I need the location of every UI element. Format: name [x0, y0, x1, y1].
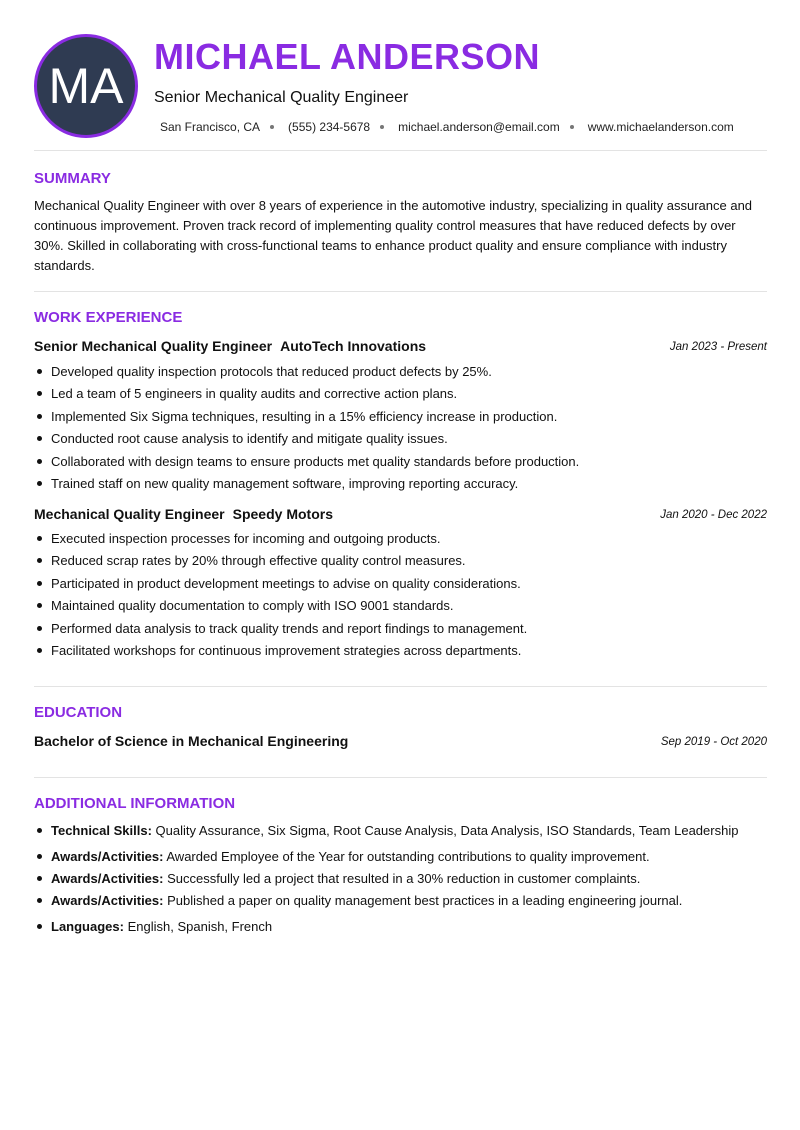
- contact-location: San Francisco, CA: [160, 120, 261, 134]
- divider: [34, 291, 767, 292]
- job-title-2: [34, 506, 333, 522]
- education-dates: Sep 2019 - Oct 2020: [660, 736, 767, 748]
- job-company: AutoTech Innovations: [280, 338, 427, 354]
- list-item: Collaborated with design teams to ensure products met quality standards before production.: [34, 452, 768, 474]
- item-label: Awards/Activities:: [51, 849, 164, 864]
- list-item: Participated in product development meetings to advise on quality considerations.: [34, 574, 768, 596]
- item-text: Awarded Employee of the Year for outstanding contributions to quality improvement.: [166, 849, 650, 864]
- divider: [34, 150, 767, 151]
- contact-line: [160, 120, 734, 134]
- item-label: Technical Skills:: [51, 823, 152, 838]
- avatar: [34, 34, 138, 138]
- item-text: Quality Assurance, Six Sigma, Root Cause Analysis, Data Analysis, ISO Standards, Team Leadership: [155, 823, 739, 838]
- separator-dot: [380, 125, 384, 129]
- job-2-bullets: [34, 529, 768, 663]
- item-text: Successfully led a project that resulted in a 30% reduction in customer complaints.: [167, 871, 641, 886]
- item-text: Published a paper on quality management best practices in a leading engineering journal.: [167, 893, 683, 908]
- job-title-1: [34, 338, 426, 354]
- candidate-name: MICHAEL ANDERSON: [154, 36, 541, 77]
- contact-phone: (555) 234-5678: [288, 120, 371, 134]
- additional-info-heading: ADDITIONAL INFORMATION: [34, 795, 236, 812]
- list-item: Reduced scrap rates by 20% through effective quality control measures.: [34, 551, 768, 573]
- list-item: Conducted root cause analysis to identify and mitigate quality issues.: [34, 429, 768, 451]
- summary-text: Mechanical Quality Engineer with over 8 years of experience in the automotive industry, specializing in quality assurance and continuous improvement. Proven track record of implementing quality control measures that have reduced defects by over 30%. Skilled in collaborating with cross-functional teams to enhance product quality and ensure compliance with industry standards.: [34, 198, 753, 273]
- item-label: Awards/Activities:: [51, 871, 164, 886]
- job-dates-1: Jan 2023 - Present: [669, 341, 767, 353]
- contact-email[interactable]: michael.anderson@email.com: [398, 120, 560, 134]
- item-label: Awards/Activities:: [51, 893, 164, 908]
- education-heading: EDUCATION: [34, 704, 123, 721]
- contact-website[interactable]: www.michaelanderson.com: [587, 120, 734, 134]
- education-degree: Bachelor of Science in Mechanical Engineering: [34, 733, 349, 749]
- list-item: Facilitated workshops for continuous improvement strategies across departments.: [34, 641, 768, 663]
- list-item: Led a team of 5 engineers in quality audits and corrective action plans.: [34, 384, 768, 406]
- avatar-initials: MA: [48, 58, 124, 114]
- divider: [34, 686, 767, 687]
- list-item: Performed data analysis to track quality trends and report findings to management.: [34, 619, 768, 641]
- candidate-title: Senior Mechanical Quality Engineer: [154, 89, 409, 106]
- job-1-bullets: [34, 362, 768, 496]
- job-role: Mechanical Quality Engineer: [34, 506, 225, 522]
- list-item: [34, 869, 768, 891]
- list-item: [34, 917, 768, 939]
- list-item: [34, 847, 768, 869]
- job-company: Speedy Motors: [232, 506, 333, 522]
- separator-dot: [570, 125, 574, 129]
- list-item: Maintained quality documentation to comply with ISO 9001 standards.: [34, 596, 768, 618]
- item-label: Languages:: [51, 919, 124, 934]
- divider: [34, 777, 767, 778]
- job-dates-2: Jan 2020 - Dec 2022: [660, 509, 767, 521]
- separator-dot: [270, 125, 274, 129]
- item-text: English, Spanish, French: [127, 919, 273, 934]
- summary-heading: SUMMARY: [34, 170, 111, 187]
- job-role: Senior Mechanical Quality Engineer: [34, 338, 273, 354]
- list-item: Trained staff on new quality management software, improving reporting accuracy.: [34, 474, 768, 496]
- resume-header: [0, 0, 800, 150]
- list-item: Executed inspection processes for incoming and outgoing products.: [34, 529, 768, 551]
- list-item: Implemented Six Sigma techniques, resulting in a 15% efficiency increase in production.: [34, 407, 768, 429]
- work-experience-heading: WORK EXPERIENCE: [34, 309, 183, 326]
- list-item: Developed quality inspection protocols that reduced product defects by 25%.: [34, 362, 768, 384]
- list-item: [34, 821, 768, 847]
- additional-info-list: [34, 821, 768, 939]
- list-item: [34, 891, 768, 917]
